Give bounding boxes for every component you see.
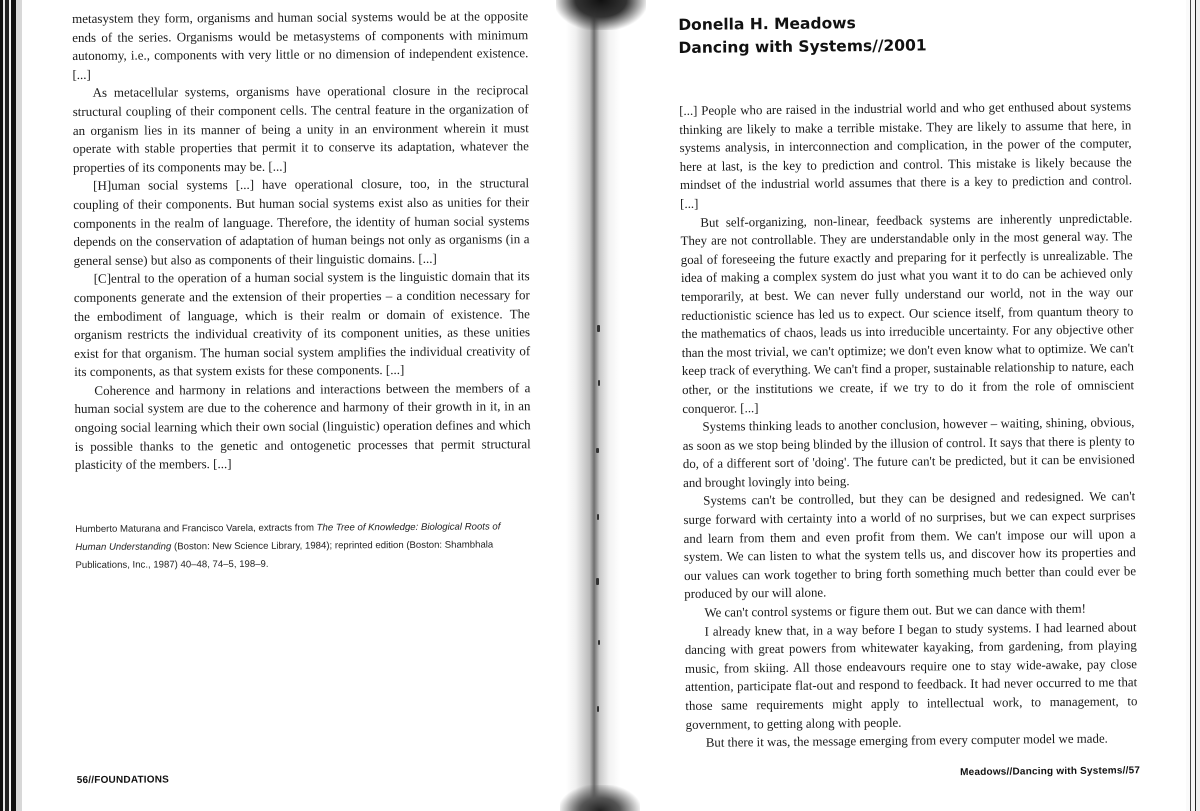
heading-author: Donella H. Meadows xyxy=(678,14,856,34)
heading-title: Dancing with Systems//2001 xyxy=(678,36,927,57)
right-page-body xyxy=(679,97,1138,752)
scan-speck xyxy=(596,578,599,585)
chapter-heading xyxy=(678,11,927,60)
citation-authors: Humberto Maturana and Francisco Varela, extracts from xyxy=(75,522,317,535)
right-paragraph-4: Systems can't be controlled, but they can be designed and redesigned. We can't surge forward with certainty into a world of no surprises, but we can expect surprises and learn from them and even profit from them. We can't impose our will upon a system. We can listen to what the system tells us, and discover how its properties and our values can work together to bring forth something much better than could ever be produced by our will alone. xyxy=(683,489,1137,602)
binding-edge xyxy=(0,0,22,811)
scan-speck xyxy=(598,640,600,645)
right-paragraph-5: We can't control systems or figure them out. But we can dance with them! xyxy=(704,601,1086,620)
right-folio: Meadows//Dancing with Systems//57 xyxy=(960,765,1141,779)
gutter-shadow-bottom xyxy=(560,785,640,811)
gutter-shadow-top xyxy=(556,0,646,30)
citation-details: (Boston: New Science Library, 1984); reprinted edition (Boston: Shambhala Publications, Inc., 1987) 40–48, 74–5, 198–9. xyxy=(75,539,494,571)
left-paragraph-5: Coherence and harmony in relations and interactions between the members of a human social system are due to the coherence and harmony of their growth in it, in an ongoing social learning which their own social (linguistic) operation defines and which is possible thanks to the genetic and ontogenetic processes that permit structural plasticity of the members. [...] xyxy=(74,380,531,473)
scan-speck xyxy=(597,514,599,520)
citation-book-title: The Tree of Knowledge: Biological Roots of Human Understanding xyxy=(75,521,501,553)
right-paragraph-6: I already knew that, in a way before I began to study systems. I had learned about dancing with great powers from whitewater kayaking, from gardening, from playing music, from skiing. All those endeavours require one to stay wide-awake, pay close attention, participate flat-out and respond to feedback. It had never occurred to me that those same requirements might apply to intellectual work, to management, to government, to getting along with people. xyxy=(684,619,1138,732)
left-page-body xyxy=(72,7,531,475)
left-paragraph-2: As metacellular systems, organisms have operational closure in the reciprocal structural coupling of their component cells. The central feature in the organization of an organism lies in its manner of being a unity in an environment wherein it must operate with stable properties that permit it to conserve its adaptation, whatever the properties of its components may be. [...] xyxy=(72,82,529,175)
right-paragraph-3: Systems thinking leads to another conclusion, however – waiting, shining, obvious, as soon as we stop being blinded by the illusion of control. It says that there is plenty to do, of a different sort of 'doing'. The future can't be predicted, but it can be envisioned and brought lovingly into being. xyxy=(682,415,1135,490)
left-paragraph-3: [H]uman social systems [...] have operational closure, too, in the structural coupling of their components. But human social systems exist also as unities for their components in the realm of language. Therefore, the identity of human social systems depends on the conservation of adaptation of human beings not only as organisms (in a general sense) but also as components of their linguistic domains. [...] xyxy=(73,175,530,268)
source-citation xyxy=(75,518,527,575)
left-paragraph-4: [C]entral to the operation of a human social system is the linguistic domain that its components generate and the extension of their properties – a condition necessary for the embodiment of language, which is their realm or domain of existence. The organism restricts the individual creativity of its component unities, as these unities exist for that organism. The human social system amplifies the individual creativity of its components, as that system exists for these components. [...] xyxy=(73,268,531,380)
left-paragraph-1: metasystem they form, organisms and human social systems would be at the opposite ends of the series. Organisms would be metasystems of components with minimum autonomy, i.e., components with very little or no dimension of independent existence. [...] xyxy=(72,8,529,82)
page-stack-edge xyxy=(1186,0,1200,811)
right-paragraph-1: [...] People who are raised in the industrial world and who get enthused about systems thinking are likely to make a terrible mistake. They are likely to assume that here, in systems analysis, in interconnection and complication, in the power of the computer, here at last, is the key to prediction and control. This mistake is likely because the mindset of the industrial world assumes that there is a key to prediction and control. [...] xyxy=(679,99,1132,211)
scan-speck xyxy=(597,706,599,712)
scan-speck xyxy=(597,325,600,332)
left-folio: 56//FOUNDATIONS xyxy=(76,774,170,786)
scan-speck xyxy=(596,448,599,453)
page-gutter xyxy=(566,0,620,811)
scan-speck xyxy=(598,380,600,386)
right-paragraph-2: But self-organizing, non-linear, feedback systems are inherently unpredictable. They are not controllable. They are understandable only in the most general way. The goal of foreseeing the future exactly and preparing for it perfectly is unrealizable. The idea of making a complex system do just what you want it to do can be achieved only temporarily, at best. We can never fully understand our world, not in the way our reductionistic science has led us to expect. Our science itself, from quantum theory to the mathematics of chaos, leads us into irreducible uncertainty. For any objective other than the most trivial, we can't optimize; we don't even know what to optimize. We can't keep track of everything. We can't find a proper, sustainable relationship to nature, each other, or the institutions we create, if we try to do it from the role of omniscient conqueror. [...] xyxy=(680,210,1135,416)
right-paragraph-7: But there it was, the message emerging from every computer model we made. xyxy=(705,731,1108,750)
